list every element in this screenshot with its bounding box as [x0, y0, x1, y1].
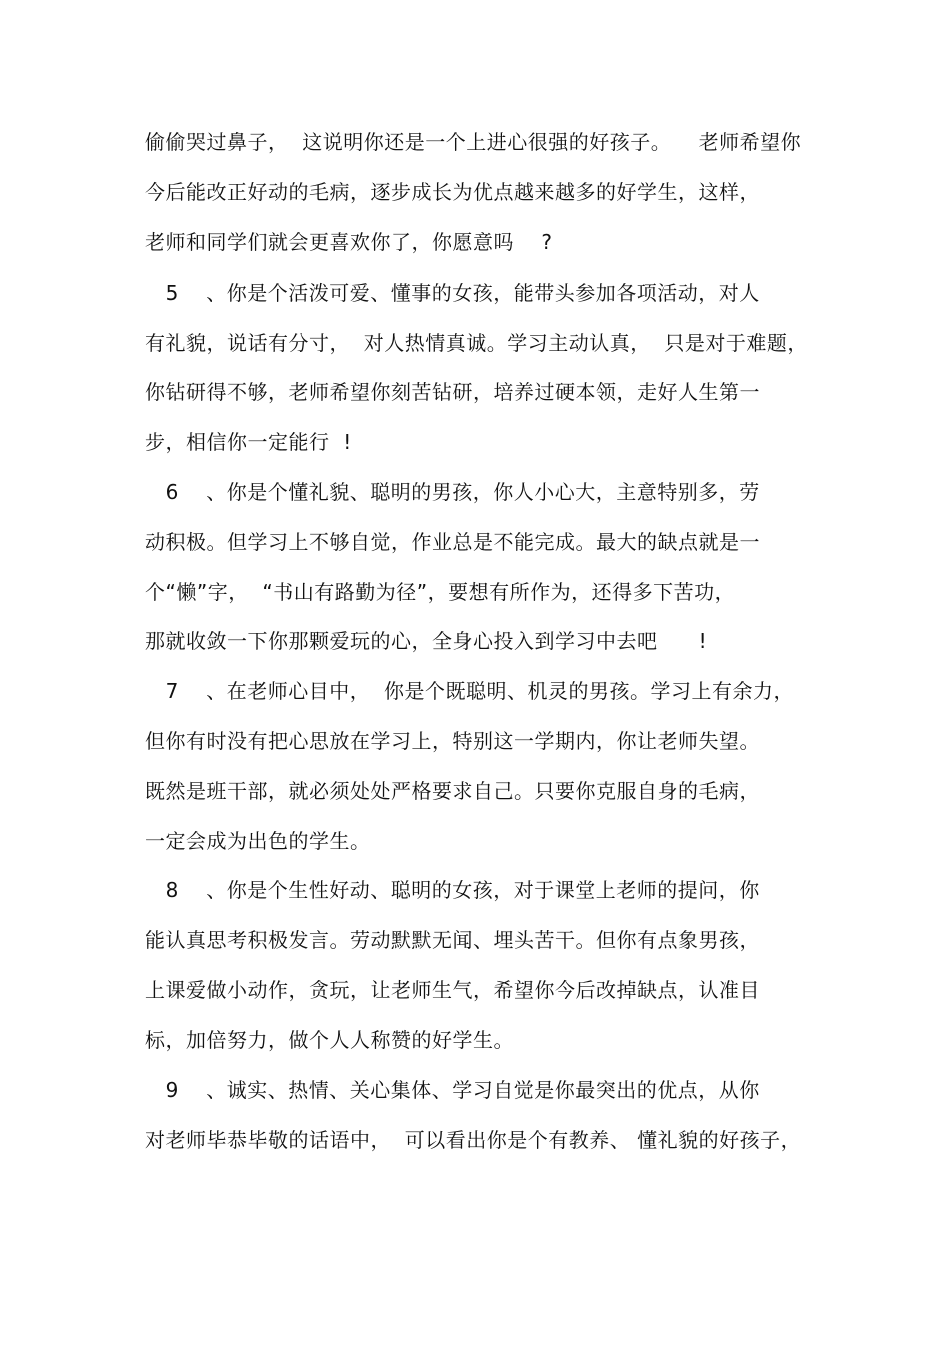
text-line: 5 、你是个活泼可爱、懂事的女孩，能带头参加各项活动，对人	[145, 281, 760, 305]
text-line: 有礼貌，说话有分寸， 对人热情真诚。学习主动认真， 只是对于难题，	[145, 331, 808, 355]
text-line: 偷偷哭过鼻子， 这说明你还是一个上进心很强的好孩子。 老师希望你	[145, 130, 802, 154]
text-line: 能认真思考积极发言。劳动默默无闻、埋头苦干。但你有点象男孩，	[145, 928, 760, 952]
text-line: 标，加倍努力，做个人人称赞的好学生。	[145, 1028, 514, 1052]
text-line: 个“懒”字， “书山有路勤为径”，要想有所作为，还得多下苦功，	[145, 580, 736, 604]
text-line: 8 、你是个生性好动、聪明的女孩，对于课堂上老师的提问，你	[145, 878, 760, 902]
text-line: 既然是班干部，就必须处处严格要求自己。只要你克服自身的毛病，	[145, 779, 760, 803]
text-line: 动积极。但学习上不够自觉，作业总是不能完成。最大的缺点就是一	[145, 530, 760, 554]
text-line: 6 、你是个懂礼貌、聪明的男孩，你人小心大，主意特别多，劳	[145, 480, 760, 504]
text-line: 7 、在老师心目中， 你是个既聪明、机灵的男孩。学习上有余力，	[145, 679, 794, 703]
text-line: 但你有时没有把心思放在学习上，特别这一学期内，你让老师失望。	[145, 729, 760, 753]
text-line: 那就收敛一下你那颗爱玩的心，全身心投入到学习中去吧 !	[145, 629, 708, 653]
text-line: 老师和同学们就会更喜欢你了，你愿意吗 ?	[145, 230, 553, 254]
text-line: 步，相信你一定能行 !	[145, 430, 352, 454]
text-line: 今后能改正好动的毛病，逐步成长为优点越来越多的好学生，这样，	[145, 180, 760, 204]
text-line: 一定会成为出色的学生。	[145, 829, 371, 853]
text-line: 你钻研得不够，老师希望你刻苦钻研，培养过硬本领，走好人生第一	[145, 380, 760, 404]
text-line: 9 、诚实、热情、关心集体、学习自觉是你最突出的优点，从你	[145, 1078, 760, 1102]
text-line: 上课爱做小动作，贪玩，让老师生气，希望你今后改掉缺点，认准目	[145, 978, 760, 1002]
text-line: 对老师毕恭毕敬的话语中， 可以看出你是个有教养、 懂礼貌的好孩子，	[145, 1128, 802, 1152]
